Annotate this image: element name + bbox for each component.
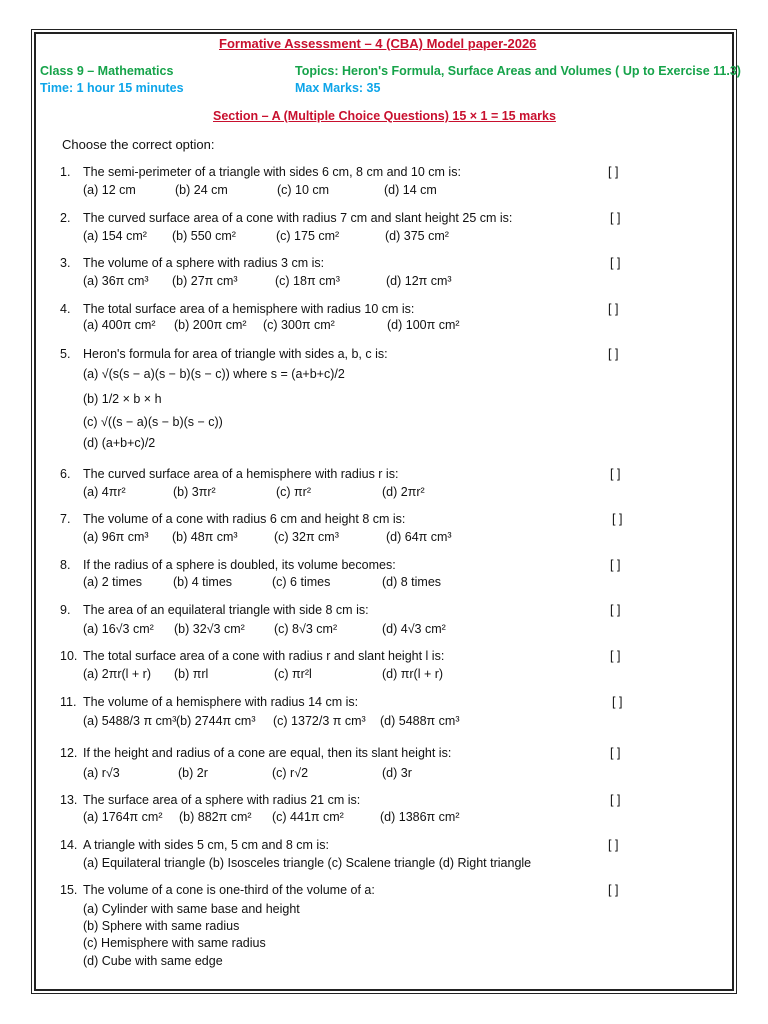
option-a: (a) Cylinder with same base and height — [83, 902, 300, 916]
question-text: The curved surface area of a cone with radius 7 cm and slant height 25 cm is: — [83, 211, 513, 225]
option-d: (d) πr(l + r) — [382, 667, 444, 681]
question-text: The volume of a cone is one-third of the volume of a: — [83, 883, 375, 897]
question-text: The total surface area of a hemisphere with radius 10 cm is: — [83, 302, 415, 316]
question-number: 2. — [60, 211, 71, 225]
answer-bracket[interactable]: [ ] — [608, 347, 619, 361]
question-text: If the height and radius of a cone are equal, then its slant height is: — [83, 746, 452, 760]
option-c: (c) πr² — [276, 485, 311, 499]
question-text: Heron's formula for area of triangle with sides a, b, c is: — [83, 347, 388, 361]
option-b: (b) 200π cm² — [174, 318, 247, 332]
question-text: The total surface area of a cone with radius r and slant height l is: — [83, 649, 445, 663]
answer-bracket[interactable]: [ ] — [610, 649, 621, 663]
answer-bracket[interactable]: [ ] — [610, 558, 621, 572]
option-c: (c) 32π cm³ — [274, 530, 339, 544]
option-a: (a) 400π cm² — [83, 318, 156, 332]
option-b: (b) 882π cm² — [179, 810, 252, 824]
answer-bracket[interactable]: [ ] — [608, 838, 619, 852]
question-number: 15. — [60, 883, 78, 897]
question-number: 14. — [60, 838, 78, 852]
option-d: (d) 2πr² — [382, 485, 425, 499]
option-b: (b) 24 cm — [175, 183, 228, 197]
answer-bracket[interactable]: [ ] — [610, 211, 621, 225]
option-a: (a) 96π cm³ — [83, 530, 149, 544]
option-d: (d) 4√3 cm² — [382, 622, 446, 636]
option-d: (d) 8 times — [382, 575, 442, 589]
question-text: The surface area of a sphere with radius 21 cm is: — [83, 793, 361, 807]
option-d: (d) 64π cm³ — [386, 530, 452, 544]
option-b: (b) 32√3 cm² — [174, 622, 245, 636]
option-d: (d) 14 cm — [384, 183, 437, 197]
question-number: 1. — [60, 165, 71, 179]
answer-bracket[interactable]: [ ] — [612, 512, 623, 526]
class-label: Class 9 – Mathematics — [40, 64, 174, 78]
option-b: (b) 48π cm³ — [172, 530, 238, 544]
option-a: (a) r√3 — [83, 766, 120, 780]
option-b: (b) 550 cm² — [172, 229, 236, 243]
question-text: The curved surface area of a hemisphere with radius r is: — [83, 467, 399, 481]
question-number: 12. — [60, 746, 78, 760]
option-b: (b) 2r — [178, 766, 208, 780]
question-text: If the radius of a sphere is doubled, its volume becomes: — [83, 558, 396, 572]
option-b: (b) 4 times — [173, 575, 233, 589]
option-a: (a) 2πr(l + r) — [83, 667, 151, 681]
option-a: (a) 2 times — [83, 575, 143, 589]
option-d: (d) (a+b+c)/2 — [83, 436, 156, 450]
question-number: 7. — [60, 512, 71, 526]
option-b: (b) 1/2 × b × h — [83, 392, 162, 406]
question-number: 13. — [60, 793, 78, 807]
option-c: (c) 175 cm² — [276, 229, 340, 243]
option-b: (b) 3πr² — [173, 485, 216, 499]
answer-bracket[interactable]: [ ] — [610, 256, 621, 270]
question-text: The volume of a cone with radius 6 cm and height 8 cm is: — [83, 512, 406, 526]
paper-title: Formative Assessment – 4 (CBA) Model paper-2026 — [219, 36, 537, 51]
option-c: (c) 18π cm³ — [275, 274, 340, 288]
answer-bracket[interactable]: [ ] — [608, 302, 619, 316]
question-number: 4. — [60, 302, 71, 316]
answer-bracket[interactable]: [ ] — [610, 793, 621, 807]
question-number: 8. — [60, 558, 71, 572]
section-title: Section – A (Multiple Choice Questions) 15 × 1 = 15 marks — [213, 109, 556, 123]
option-a: (a) 36π cm³ — [83, 274, 149, 288]
option-d: (d) 1386π cm² — [380, 810, 460, 824]
option-c: (c) 8√3 cm² — [274, 622, 338, 636]
option-b: (b) 2744π cm³ — [176, 714, 256, 728]
question-number: 5. — [60, 347, 71, 361]
option-c: (c) 10 cm — [277, 183, 330, 197]
option-a: (a) 16√3 cm² — [83, 622, 154, 636]
topics-label: Topics: Heron's Formula, Surface Areas and Volumes ( Up to Exercise 11.3) — [295, 64, 741, 78]
option-c: (c) πr²l — [274, 667, 312, 681]
option-a: (a) 12 cm — [83, 183, 136, 197]
option-c: (c) 6 times — [272, 575, 331, 589]
option-b: (b) Sphere with same radius — [83, 919, 240, 933]
option-a: (a) 5488/3 π cm³ — [83, 714, 177, 728]
question-text: The semi-perimeter of a triangle with sides 6 cm, 8 cm and 10 cm is: — [83, 165, 461, 179]
instruction: Choose the correct option: — [62, 137, 215, 152]
option-c: (c) √((s − a)(s − b)(s − c)) — [83, 415, 223, 429]
question-text: The volume of a sphere with radius 3 cm is: — [83, 256, 325, 270]
question-text: The area of an equilateral triangle with side 8 cm is: — [83, 603, 369, 617]
answer-bracket[interactable]: [ ] — [610, 467, 621, 481]
option-d: (d) 3r — [382, 766, 412, 780]
option-c: (c) Hemisphere with same radius — [83, 936, 266, 950]
option-d: (d) 5488π cm³ — [380, 714, 460, 728]
time-label: Time: 1 hour 15 minutes — [40, 81, 184, 95]
question-text: The volume of a hemisphere with radius 14 cm is: — [83, 695, 359, 709]
question-number: 3. — [60, 256, 71, 270]
answer-bracket[interactable]: [ ] — [608, 165, 619, 179]
option-a: (a) 154 cm² — [83, 229, 147, 243]
option-d: (d) Cube with same edge — [83, 954, 223, 968]
answer-bracket[interactable]: [ ] — [612, 695, 623, 709]
option-a: (a) √(s(s − a)(s − b)(s − c)) where s = (a+b+c)/2 — [83, 367, 345, 381]
option-d: (d) 12π cm³ — [386, 274, 452, 288]
option-b: (b) 27π cm³ — [172, 274, 238, 288]
answer-bracket[interactable]: [ ] — [610, 603, 621, 617]
option-c: (c) 1372/3 π cm³ — [273, 714, 366, 728]
option-d: (d) 375 cm² — [385, 229, 449, 243]
option-b: (b) πrl — [174, 667, 209, 681]
option-a: (a) 4πr² — [83, 485, 126, 499]
question-number: 6. — [60, 467, 71, 481]
option-a: (a) 1764π cm² — [83, 810, 163, 824]
option-d: (d) 100π cm² — [387, 318, 460, 332]
answer-bracket[interactable]: [ ] — [610, 746, 621, 760]
option-c: (c) 441π cm² — [272, 810, 344, 824]
question-text: A triangle with sides 5 cm, 5 cm and 8 cm is: — [83, 838, 329, 852]
option-c: (c) 300π cm² — [263, 318, 335, 332]
max-marks-label: Max Marks: 35 — [295, 81, 381, 95]
question-number: 11. — [60, 695, 77, 709]
answer-bracket[interactable]: [ ] — [608, 883, 619, 897]
question-number: 9. — [60, 603, 71, 617]
options-line: (a) Equilateral triangle (b) Isosceles triangle (c) Scalene triangle (d) Right triangle — [83, 856, 532, 870]
option-c: (c) r√2 — [272, 766, 309, 780]
question-number: 10. — [60, 649, 78, 663]
